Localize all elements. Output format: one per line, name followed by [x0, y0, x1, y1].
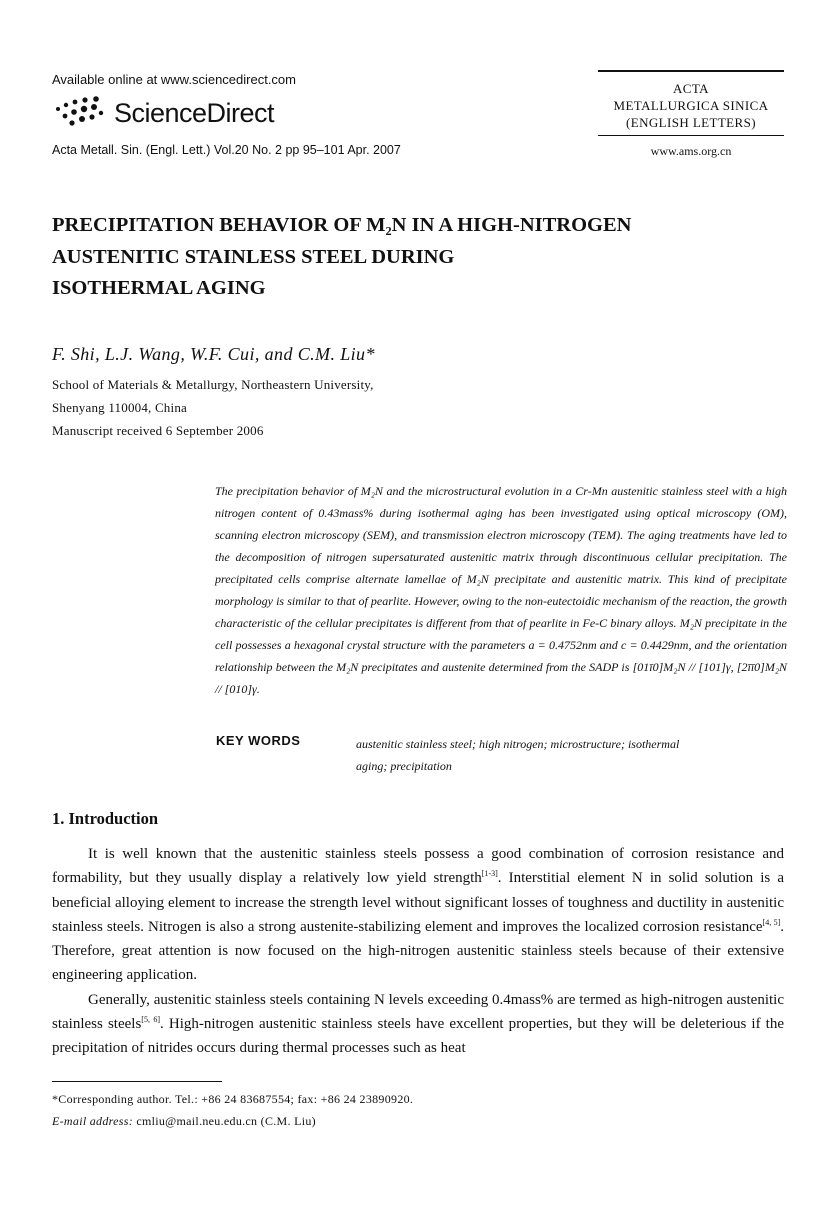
introduction-body — [52, 842, 784, 1061]
journal-name-line3: (ENGLISH LETTERS) — [626, 115, 756, 130]
email-label: E-mail address: — [52, 1114, 134, 1128]
affiliation-block — [52, 373, 374, 442]
keywords-label: KEY WORDS — [216, 733, 301, 748]
intro-paragraph: Generally, austenitic stainless steels containing N levels exceeding 0.4mass% are termed as high-nitrogen austenitic stainless steels[5, 6]. High-nitrogen austenitic stainless steels have excellent properties, but they will be deleterious if the precipitation of nitrides occurs during thermal processes such as heat — [52, 991, 785, 1057]
article-title — [52, 210, 772, 305]
email-address[interactable]: cmliu@mail.neu.edu.cn (C.M. Liu) — [136, 1114, 316, 1128]
available-online-text: Available online at www.sciencedirect.com — [52, 72, 296, 87]
corresponding-author-note: *Corresponding author. Tel.: +86 24 83687554; fax: +86 24 23890920. — [52, 1092, 414, 1106]
abstract-text: The precipitation behavior of M₂N and the microstructural evolution in a Cr-Mn austenitic stainless steel with a high nitrogen content of 0.43mass% during isothermal aging has been investigated using optical microscopy (OM), scanning electron microscopy (SEM), and transmission electron microscopy (TEM). The aging treatments have led to the decomposition of nitrogen supersaturated austenitic matrix through discontinuous cellular precipitation. The precipitated cells comprise alternate lamellae of M₂N precipitate and austenitic matrix. This kind of precipitate morphology is similar to that of pearlite. However, owing to the non-eutectoidic mechanism of the reaction, the growth characteristic of the cellular precipitates is different from that of pearlite in Fe-C binary alloys. M₂N precipitate in the cell possesses a hexagonal crystal structure with the parameters a = 0.4752nm and c = 0.4429nm, and the orientation relationship between the M₂N precipitates and austenite determined from the SADP is [01ī0]M₂N // [101]γ, [2īī0]M₂N // [010]γ. — [215, 484, 787, 696]
email-line — [52, 1110, 413, 1132]
masthead-bottom-rule — [598, 135, 784, 136]
sciencedirect-logo[interactable] — [52, 93, 512, 133]
affiliation-line: School of Materials & Metallurgy, Northeastern University, — [52, 377, 374, 392]
manuscript-received: Manuscript received 6 September 2006 — [52, 423, 264, 438]
journal-masthead — [598, 70, 784, 159]
title-line: PRECIPITATION BEHAVIOR OF M₂N IN A HIGH-NITROGEN — [52, 214, 632, 236]
journal-url[interactable]: www.ams.org.cn — [650, 144, 732, 158]
section-heading-introduction: 1. Introduction — [52, 809, 159, 828]
title-line: AUSTENITIC STAINLESS STEEL DURING — [52, 245, 455, 268]
keywords-list: austenitic stainless steel; high nitrogen; microstructure; isothermal aging; precipitation — [356, 737, 680, 773]
sciencedirect-dots-icon — [52, 95, 110, 131]
citation-ref[interactable]: [4, 5] — [762, 917, 781, 927]
footnote — [52, 1088, 413, 1132]
header-left — [52, 72, 512, 157]
journal-name-line2: METALLURGICA SINICA — [613, 98, 769, 113]
footnote-rule — [52, 1081, 222, 1082]
journal-name-line1: ACTA — [673, 81, 709, 96]
sciencedirect-wordmark: ScienceDirect — [114, 97, 275, 128]
affiliation-line: Shenyang 110004, China — [52, 400, 187, 415]
intro-paragraph: It is well known that the austenitic stainless steels possess a good combination of corrosion resistance and formability, but they usually display a relatively low yield strength[1-3]. Interstitial element N in solid solution is a beneficial alloying element to increase the strength level without significant losses of toughness and ductility in austenitic stainless steels. Nitrogen is also a strong austenite-stabilizing element and improves the localized corrosion resistance[4, 5]. Therefore, great attention is now focused on the high-nitrogen austenitic stainless steels because of their extensive engineering application. — [52, 846, 784, 984]
title-line: ISOTHERMAL AGING — [52, 277, 266, 299]
citation-ref[interactable]: [1-3] — [481, 869, 498, 879]
journal-citation: Acta Metall. Sin. (Engl. Lett.) Vol.20 No. 2 pp 95–101 Apr. 2007 — [52, 143, 401, 157]
author-list: F. Shi, L.J. Wang, W.F. Cui, and C.M. Liu* — [52, 344, 375, 364]
citation-ref[interactable]: [5, 6] — [141, 1015, 160, 1025]
